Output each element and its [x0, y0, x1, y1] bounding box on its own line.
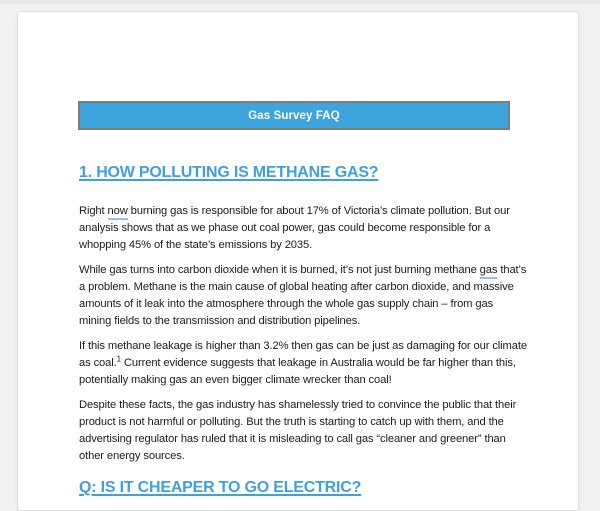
paragraph-text: that’s a problem. Methane is the main cause of global heating after carbon dioxide, and massive amounts of it leak into the atmosphere through the whole gas supply chain – from gas mining fields to the transmission and distribution pipelines.: [79, 264, 530, 327]
paragraph-text: If this methane leakage is higher than 3.2% then gas can be just as damaging for our climate as coal.: [79, 340, 530, 369]
document-content: [18, 12, 578, 498]
paragraph-industry-misleading[interactable]: [79, 397, 528, 465]
document-title-banner[interactable]: [78, 101, 510, 130]
paragraph-text: burning gas is responsible for about 17% of Victoria’s climate pollution. But our analysis shows that as we phase out coal power, gas could become responsible for a whopping 45% of the state’s emissions by 2035.: [79, 205, 513, 251]
canvas-top-strip: [0, 0, 600, 4]
paragraph-text: Right: [79, 205, 108, 217]
grammar-underlined-word[interactable]: now: [108, 205, 128, 220]
grammar-underlined-word[interactable]: gas: [480, 264, 498, 279]
paragraph-text: Despite these facts, the gas industry has shamelessly tried to convince the public that their product is not harmful or polluting. But the truth is starting to catch up with them, and the advertising regulator has ruled that it is misleading to call gas “cleaner and greener” than other energy sources.: [79, 399, 520, 462]
footnote-reference-1[interactable]: 1: [116, 354, 121, 364]
document-page[interactable]: [17, 11, 579, 511]
paragraph-victoria-pollution[interactable]: [79, 203, 528, 254]
document-title-text: Gas Survey FAQ: [248, 109, 340, 122]
faq-heading-methane[interactable]: 1. HOW POLLUTING IS METHANE GAS?: [79, 164, 379, 181]
paragraph-text: Current evidence suggests that leakage in Australia would be far higher than this, potentially making gas an even bigger climate wrecker than coal!: [79, 357, 519, 386]
paragraph-text: While gas turns into carbon dioxide when it is burned, it’s not just burning methane: [79, 264, 480, 276]
paragraph-leakage-threshold[interactable]: [79, 338, 528, 389]
paragraph-methane-leakage-chain[interactable]: [79, 262, 528, 330]
faq-heading-electric[interactable]: Q: IS IT CHEAPER TO GO ELECTRIC?: [79, 479, 362, 496]
